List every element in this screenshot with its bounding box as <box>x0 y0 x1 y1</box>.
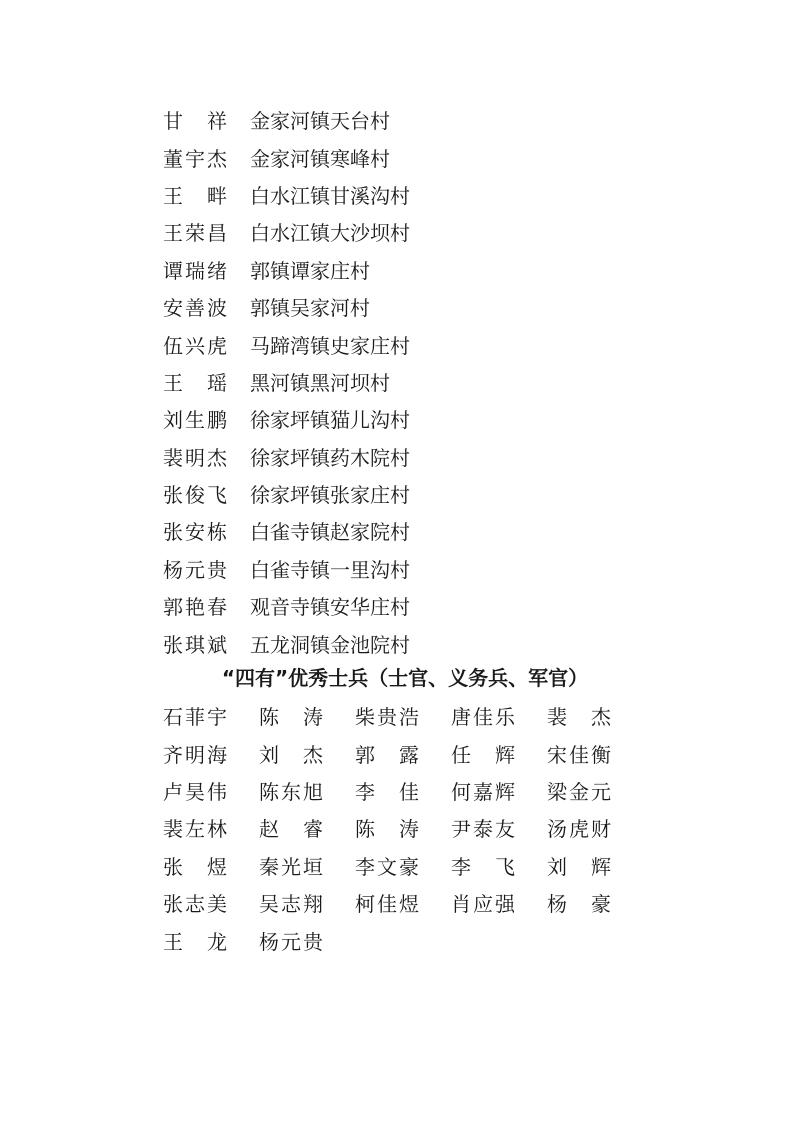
soldier-name: 郭露 <box>355 742 419 767</box>
soldier-name: 刘杰 <box>259 742 323 767</box>
soldier-name: 尹泰友 <box>451 817 515 842</box>
soldier-name: 陈东旭 <box>259 779 323 804</box>
person-name: 刘生鹏 <box>163 408 227 433</box>
table-row <box>163 921 623 958</box>
person-name: 董宇杰 <box>163 146 227 171</box>
soldier-name: 何嘉辉 <box>451 779 515 804</box>
list-item <box>163 213 623 250</box>
person-name: 王畔 <box>163 183 227 208</box>
table-row <box>163 772 623 809</box>
list-item <box>163 325 623 362</box>
place-name: 黑河镇黑河坝村 <box>250 370 390 395</box>
person-name: 王荣昌 <box>163 221 227 246</box>
place-name: 白水江镇甘溪沟村 <box>250 183 410 208</box>
soldier-name: 梁金元 <box>547 779 611 804</box>
person-name: 杨元贵 <box>163 557 227 582</box>
soldier-name: 石菲宇 <box>163 705 227 730</box>
place-name: 徐家坪镇张家庄村 <box>250 483 410 508</box>
place-name: 白雀寺镇赵家院村 <box>250 520 410 545</box>
person-name: 裴明杰 <box>163 445 227 470</box>
soldier-name: 刘辉 <box>547 854 611 879</box>
list-item <box>163 438 623 475</box>
soldier-name: 裴左林 <box>163 817 227 842</box>
soldier-name: 陈涛 <box>355 817 419 842</box>
soldier-name: 王龙 <box>163 929 227 954</box>
person-name: 谭瑞绪 <box>163 258 227 283</box>
soldier-name: 杨元贵 <box>259 929 323 954</box>
person-name: 王瑶 <box>163 370 227 395</box>
table-row <box>163 734 623 771</box>
person-name: 张琪斌 <box>163 632 227 657</box>
table-row <box>163 809 623 846</box>
place-name: 白水江镇大沙坝村 <box>250 221 410 246</box>
place-name: 徐家坪镇药木院村 <box>250 445 410 470</box>
soldier-name: 汤虎财 <box>547 817 611 842</box>
list-item <box>163 363 623 400</box>
place-name: 五龙洞镇金池院村 <box>250 632 410 657</box>
person-name: 安善波 <box>163 296 227 321</box>
place-name: 徐家坪镇猫儿沟村 <box>250 408 410 433</box>
soldier-name: 柯佳煜 <box>355 892 419 917</box>
list-item <box>163 624 623 661</box>
list-item <box>163 400 623 437</box>
soldier-name: 张煜 <box>163 854 227 879</box>
person-name: 甘祥 <box>163 109 227 134</box>
person-name: 张俊飞 <box>163 483 227 508</box>
soldier-name: 柴贵浩 <box>355 705 419 730</box>
soldier-name: 李佳 <box>355 779 419 804</box>
list-item <box>163 587 623 624</box>
list-item <box>163 475 623 512</box>
place-name: 金家河镇寒峰村 <box>250 146 390 171</box>
table-row <box>163 847 623 884</box>
list-item <box>163 550 623 587</box>
person-name: 郭艳春 <box>163 595 227 620</box>
soldier-name: 张志美 <box>163 892 227 917</box>
section-heading: “四有”优秀士兵（士官、义务兵、军官） <box>221 666 589 690</box>
list-item <box>163 101 623 138</box>
list-item <box>163 138 623 175</box>
person-name: 伍兴虎 <box>163 333 227 358</box>
place-name: 郭镇吴家河村 <box>250 296 370 321</box>
soldier-name: 陈涛 <box>259 705 323 730</box>
table-row <box>163 884 623 921</box>
soldier-name: 宋佳衡 <box>547 742 611 767</box>
soldier-name-grid <box>163 697 623 959</box>
place-name: 马蹄湾镇史家庄村 <box>250 333 410 358</box>
table-row <box>163 697 623 734</box>
place-name: 白雀寺镇一里沟村 <box>250 557 410 582</box>
soldier-name: 卢昊伟 <box>163 779 227 804</box>
list-item <box>163 512 623 549</box>
soldier-name: 李文豪 <box>355 854 419 879</box>
soldier-name: 赵睿 <box>259 817 323 842</box>
list-item <box>163 288 623 325</box>
list-item <box>163 176 623 213</box>
place-name: 金家河镇天台村 <box>250 109 390 134</box>
soldier-name: 吴志翔 <box>259 892 323 917</box>
soldier-name: 唐佳乐 <box>451 705 515 730</box>
list-item <box>163 251 623 288</box>
place-name: 郭镇谭家庄村 <box>250 258 370 283</box>
soldier-name: 李飞 <box>451 854 515 879</box>
person-name: 张安栋 <box>163 520 227 545</box>
soldier-name: 裴杰 <box>547 705 611 730</box>
soldier-name: 秦光垣 <box>259 854 323 879</box>
soldier-name: 齐明海 <box>163 742 227 767</box>
soldier-name: 肖应强 <box>451 892 515 917</box>
soldier-name: 杨豪 <box>547 892 611 917</box>
place-name: 观音寺镇安华庄村 <box>250 595 410 620</box>
village-honoree-list <box>163 101 623 662</box>
soldier-name: 任辉 <box>451 742 515 767</box>
